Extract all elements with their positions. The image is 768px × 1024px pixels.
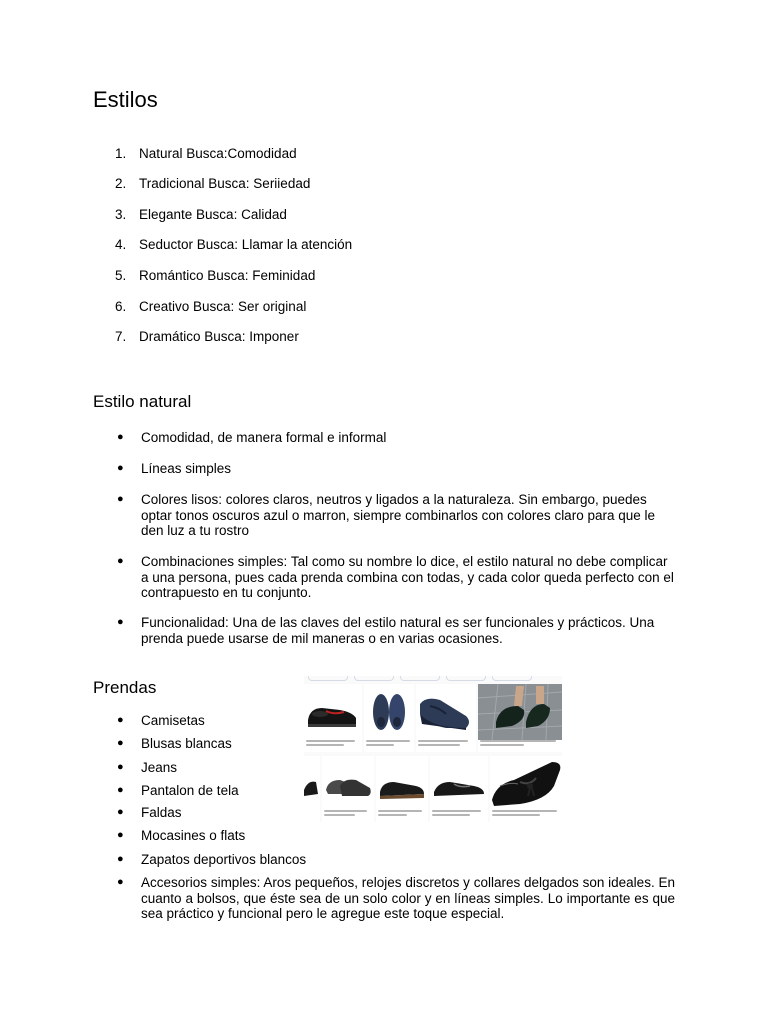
shoe-photo [376,756,428,822]
shoe-photo [364,684,414,752]
loafer-icon [376,756,428,810]
loafer-icon [364,684,414,740]
bullet-item: ● Faldas [117,805,182,820]
bullet-icon: ● [117,555,124,567]
bullet-icon: ● [117,876,124,888]
loafer-icon [430,756,488,810]
loafer-icon [304,756,320,810]
bullet-icon: ● [117,784,124,796]
shoe-photo [430,756,488,822]
bullet-item: ● Comodidad, de manera formal e informal [117,430,387,445]
bullet-item: ● Combinaciones simples: Tal como su nombre lo dice, el estilo natural no debe complicar a una persona, pues cada prenda combina con todas, y cada color queda perfecto con el contrapuesto en tu conjunto. [117,554,674,600]
bullet-item: ● Jeans [117,760,178,775]
bullet-item: ● Camisetas [117,713,205,728]
shoe-photo [490,756,562,822]
bullet-item: ● Zapatos deportivos blancos [117,852,307,867]
bullet-icon: ● [117,761,124,773]
bullet-item: ● Pantalon de tela [117,783,239,798]
bullet-icon: ● [117,829,124,841]
feet-in-loafers-icon [478,684,562,740]
bullet-item: ● Blusas blancas [117,736,232,751]
loafer-icon [416,684,476,740]
shoe-photo [322,756,374,822]
bullet-item: ● Colores lisos: colores claros, neutros y ligados a la naturaleza. Sin embargo, puedes optar tonos oscuros azul o marron, siempre combinarlos con colores claro para que le den luz a tu rostro [117,492,656,538]
bullet-item: ● Funcionalidad: Una de las claves del estilo natural es ser funcionales y prácticos. Una prenda puede usarse de mil maneras o en varias ocasiones. [117,615,655,646]
shoe-photo [304,684,362,752]
shoe-photo [478,684,562,752]
tassel-loafer-icon [490,756,562,810]
list-item: 1. Natural Busca:Comodidad [115,146,297,161]
section-heading-estilo-natural: Estilo natural [93,392,192,411]
loafer-icon [304,684,362,740]
list-item: 2. Tradicional Busca: Seriiedad [115,176,311,191]
bullet-icon: ● [117,806,124,818]
bullet-icon: ● [117,616,124,628]
shoe-collage-image [304,676,562,822]
list-item: 5. Romántico Busca: Feminidad [115,268,316,283]
list-item: 3. Elegante Busca: Calidad [115,207,287,222]
bullet-icon: ● [117,737,124,749]
bullet-item: ● Accesorios simples: Aros pequeños, relojes discretos y collares delgados son ideales. En cuanto a bolsos, que éste sea de un solo color y en líneas simples. Lo importante es que sea práctico y funcional pero le agregue este toque especial. [117,875,675,921]
bullet-icon: ● [117,853,124,865]
shoe-photo [416,684,476,752]
collage-tab-strip [304,676,562,682]
bullet-icon: ● [117,431,124,443]
bullet-icon: ● [117,493,124,505]
loafer-icon [322,756,374,810]
bullet-item: ● Mocasines o flats [117,828,246,843]
list-item: 6. Creativo Busca: Ser original [115,299,307,314]
bullet-icon: ● [117,462,124,474]
bullet-item: ● Líneas simples [117,461,232,476]
bullet-icon: ● [117,714,124,726]
section-heading-prendas: Prendas [93,678,157,697]
shoe-photo [304,756,320,822]
list-item: 4. Seductor Busca: Llamar la atención [115,237,353,252]
page-title: Estilos [93,87,158,112]
list-item: 7. Dramático Busca: Imponer [115,329,299,344]
